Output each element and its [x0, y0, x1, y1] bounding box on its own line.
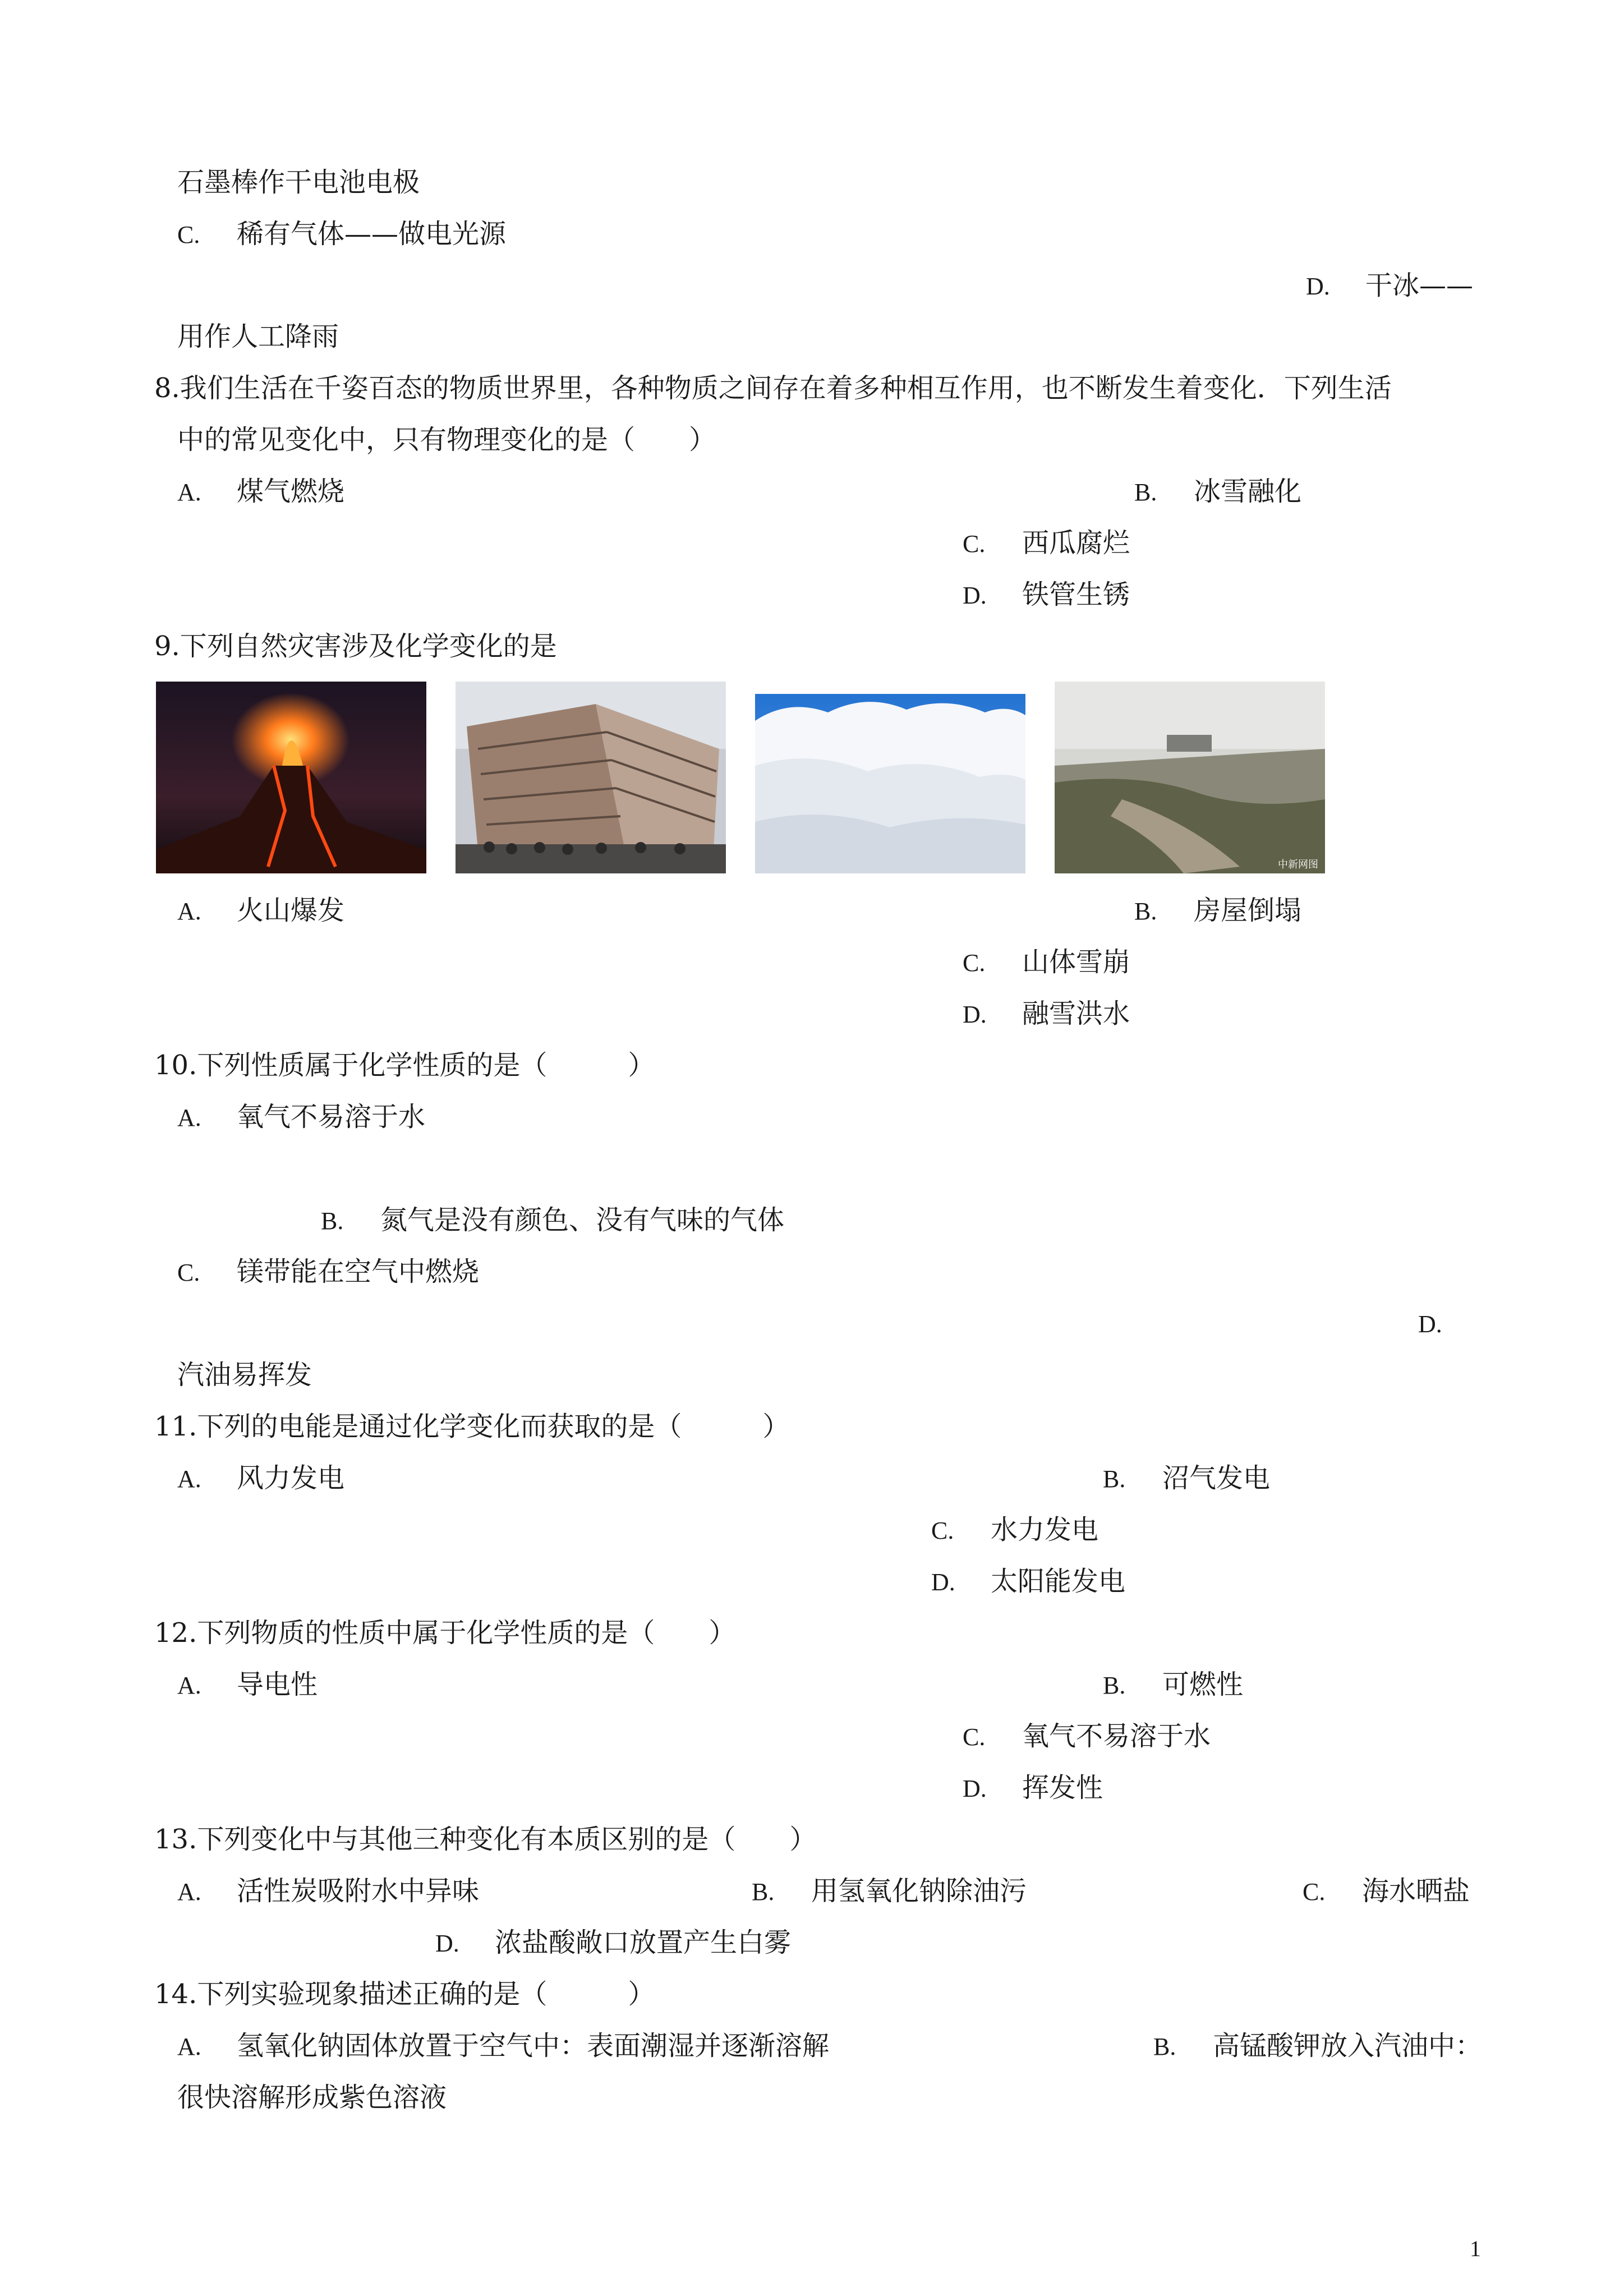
option-q10-d-label: D. — [1418, 1310, 1442, 1338]
option-q13-b: B. 用氢氧化钠除油污 — [752, 1875, 1027, 1907]
option-q9-b: B. 房屋倒塌 — [1134, 895, 1302, 926]
avalanche-photo — [755, 682, 1025, 873]
question-14: 14.下列实验现象描述正确的是（ ） — [154, 1978, 655, 2010]
page-number: 1 — [1470, 2236, 1481, 2261]
question-10: 10.下列性质属于化学性质的是（ ） — [154, 1050, 655, 1081]
option-q12-d: D. 挥发性 — [963, 1772, 1103, 1803]
option-q12-a: A. 导电性 — [177, 1669, 318, 1700]
option-q12-c: C. 氧气不易溶于水 — [963, 1720, 1211, 1752]
question-12: 12.下列物质的性质中属于化学性质的是（ ） — [154, 1617, 736, 1649]
option-q11-a: A. 风力发电 — [177, 1462, 345, 1494]
volcano-photo — [156, 682, 426, 873]
option-q13-d: D. 浓盐酸敞口放置产生白雾 — [435, 1927, 792, 1958]
option-q7-d: D. 干冰—— — [1306, 270, 1474, 301]
option-q8-c: C. 西瓜腐烂 — [963, 527, 1130, 559]
option-q13-c: C. 海水晒盐 — [1303, 1875, 1470, 1907]
option-q8-a: A. 煤气燃烧 — [177, 476, 345, 507]
text-line: 用作人工降雨 — [177, 321, 339, 352]
option-q8-b: B. 冰雪融化 — [1134, 476, 1302, 507]
option-q11-b: B. 沼气发电 — [1103, 1462, 1271, 1494]
collapsed-building-photo — [456, 682, 726, 873]
option-q11-d: D. 太阳能发电 — [931, 1566, 1126, 1597]
option-q14-a: A. 氢氧化钠固体放置于空气中：表面潮湿并逐渐溶解 — [177, 2030, 830, 2062]
text-line: 石墨棒作干电池电极 — [177, 167, 420, 198]
option-q10-c: C. 镁带能在空气中燃烧 — [177, 1256, 480, 1287]
question-8-cont: 中的常见变化中，只有物理变化的是（ ） — [177, 424, 716, 455]
option-q9-d: D. 融雪洪水 — [963, 998, 1130, 1029]
option-q9-a: A. 火山爆发 — [177, 895, 345, 926]
option-q10-b: B. 氮气是没有颜色、没有气味的气体 — [321, 1204, 785, 1236]
option-q12-b: B. 可燃性 — [1103, 1669, 1244, 1700]
question-11: 11.下列的电能是通过化学变化而获取的是（ ） — [154, 1411, 790, 1442]
option-q10-a: A. 氧气不易溶于水 — [177, 1101, 426, 1133]
option-q9-c: C. 山体雪崩 — [963, 946, 1130, 978]
text-line: 很快溶解形成紫色溶液 — [177, 2082, 447, 2113]
photo-watermark: 中新网图 — [1278, 859, 1318, 871]
question-13: 13.下列变化中与其他三种变化有本质区别的是（ ） — [154, 1824, 817, 1855]
question-8: 8.我们生活在千姿百态的物质世界里，各种物质之间存在着多种相互作用，也不断发生着变化．下列生活 — [154, 372, 1392, 404]
option-q13-a: A. 活性炭吸附水中异味 — [177, 1875, 480, 1907]
option-q11-c: C. 水力发电 — [931, 1514, 1099, 1545]
option-q8-d: D. 铁管生锈 — [963, 579, 1130, 610]
option-q7-c: C. 稀有气体——做电光源 — [177, 218, 507, 250]
snowmelt-flood-photo — [1055, 682, 1325, 873]
option-q10-d-text: 汽油易挥发 — [177, 1359, 312, 1391]
question-9: 9.下列自然灾害涉及化学变化的是 — [154, 631, 557, 662]
option-q14-b: B. 高锰酸钾放入汽油中： — [1153, 2030, 1483, 2062]
